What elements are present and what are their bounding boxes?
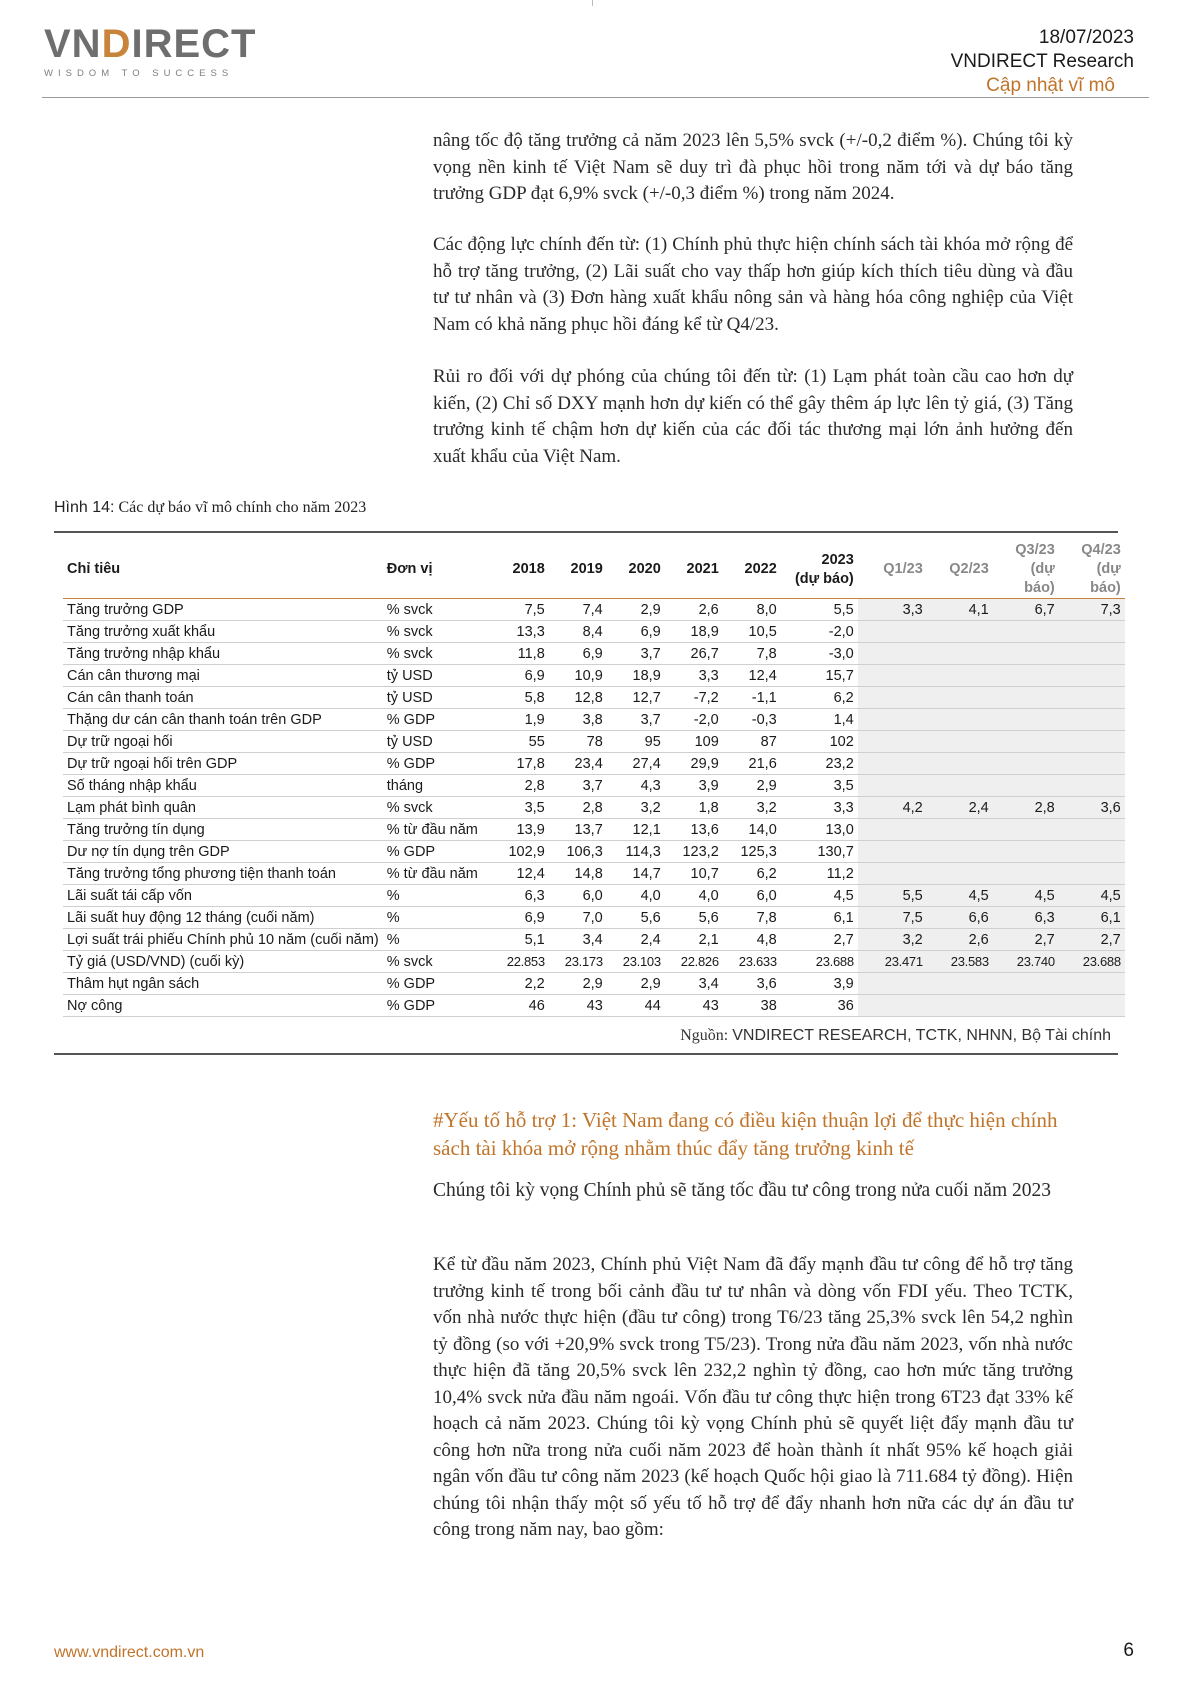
section-subheading: Chúng tôi kỳ vọng Chính phủ sẽ tăng tốc đầu tư công trong nửa cuối năm 2023 xyxy=(433,1180,1051,1201)
row-value: 38 xyxy=(723,995,781,1017)
row-value: 87 xyxy=(723,731,781,753)
row-value: 1,8 xyxy=(665,797,723,819)
table-row xyxy=(63,929,1125,951)
row-value xyxy=(1059,709,1125,731)
row-value: 11,8 xyxy=(491,643,549,665)
page-number: 6 xyxy=(1123,1640,1134,1661)
report-publisher: VNDIRECT Research xyxy=(950,51,1134,72)
row-value: 2,6 xyxy=(927,929,993,951)
row-value: 2,6 xyxy=(665,599,723,621)
row-value: 18,9 xyxy=(607,665,665,687)
col-header-q2: Q2/23 xyxy=(949,561,989,577)
row-value xyxy=(858,819,927,841)
row-value: 46 xyxy=(491,995,549,1017)
row-value xyxy=(1059,687,1125,709)
row-value: -1,1 xyxy=(723,687,781,709)
row-value: 7,3 xyxy=(1059,599,1125,621)
row-indicator: Lạm phát bình quân xyxy=(63,797,383,819)
row-unit: tỷ USD xyxy=(383,731,491,753)
logo-tagline: WISDOM TO SUCCESS xyxy=(44,68,234,79)
table-row xyxy=(63,753,1125,775)
row-value xyxy=(858,643,927,665)
row-value: 130,7 xyxy=(781,841,858,863)
row-unit: % svck xyxy=(383,797,491,819)
row-value xyxy=(1059,665,1125,687)
row-value: 13,3 xyxy=(491,621,549,643)
row-value: 3,9 xyxy=(781,973,858,995)
row-value xyxy=(1059,621,1125,643)
col-header-2019: 2019 xyxy=(570,561,603,577)
paragraph-forecast: nâng tốc độ tăng trưởng cả năm 2023 lên 5,5% svck (+/-0,2 điểm %). Chúng tôi kỳ vọng nền kinh tế Việt Nam sẽ duy trì đà phục hồi trong năm tới và dự báo tăng trưởng GDP đạt 6,9% svck (+/-0,3 điểm %) trong năm 2024. xyxy=(433,130,1073,204)
row-value: 6,9 xyxy=(549,643,607,665)
row-unit: % từ đầu năm xyxy=(383,863,491,885)
section-heading: #Yếu tố hỗ trợ 1: Việt Nam đang có điều kiện thuận lợi để thực hiện chính sách tài khóa mở rộng nhằm thúc đẩy tăng trưởng kinh tế xyxy=(433,1108,1058,1160)
row-value: 6,2 xyxy=(781,687,858,709)
row-indicator: Cán cân thanh toán xyxy=(63,687,383,709)
row-value: 6,6 xyxy=(927,907,993,929)
row-value: 18,9 xyxy=(665,621,723,643)
row-value: 5,5 xyxy=(781,599,858,621)
table-row xyxy=(63,665,1125,687)
table-row xyxy=(63,863,1125,885)
row-value xyxy=(993,621,1059,643)
row-value xyxy=(1059,863,1125,885)
row-value xyxy=(993,665,1059,687)
row-unit: tháng xyxy=(383,775,491,797)
report-header xyxy=(951,26,1134,98)
row-indicator: Tăng trưởng GDP xyxy=(63,599,383,621)
row-value: 23.633 xyxy=(723,951,781,973)
row-value: 12,4 xyxy=(723,665,781,687)
row-value: 3,7 xyxy=(607,709,665,731)
row-value: 6,0 xyxy=(723,885,781,907)
table-row xyxy=(63,709,1125,731)
row-value: 10,7 xyxy=(665,863,723,885)
row-value xyxy=(858,731,927,753)
row-value: 3,4 xyxy=(549,929,607,951)
row-value xyxy=(1059,973,1125,995)
col-header-indicator: Chỉ tiêu xyxy=(67,561,121,577)
row-value: 6,9 xyxy=(607,621,665,643)
row-value: 2,8 xyxy=(549,797,607,819)
table-row xyxy=(63,731,1125,753)
row-value: 3,7 xyxy=(607,643,665,665)
vndirect-logo xyxy=(44,22,256,79)
row-value xyxy=(858,973,927,995)
row-value: 6,9 xyxy=(491,665,549,687)
row-value: 4,5 xyxy=(993,885,1059,907)
row-value: 2,9 xyxy=(549,973,607,995)
logo-wordmark: VNDIRECT xyxy=(44,22,257,66)
figure-top-rule xyxy=(54,531,1118,533)
row-value xyxy=(927,731,993,753)
row-value: 23,2 xyxy=(781,753,858,775)
row-value: 2,4 xyxy=(607,929,665,951)
row-value xyxy=(858,709,927,731)
row-value: 2,4 xyxy=(927,797,993,819)
row-value xyxy=(927,665,993,687)
row-unit: % GDP xyxy=(383,753,491,775)
row-indicator: Lợi suất trái phiếu Chính phủ 10 năm (cuối năm) xyxy=(63,929,383,951)
row-value: 4,8 xyxy=(723,929,781,951)
row-value: 5,6 xyxy=(665,907,723,929)
table-row xyxy=(63,819,1125,841)
row-value: 23,4 xyxy=(549,753,607,775)
figure-title: Các dự báo vĩ mô chính cho năm 2023 xyxy=(118,499,367,516)
table-row xyxy=(63,973,1125,995)
row-unit: % svck xyxy=(383,643,491,665)
row-value: 6,3 xyxy=(993,907,1059,929)
row-value xyxy=(993,731,1059,753)
row-value: 13,0 xyxy=(781,819,858,841)
row-indicator: Lãi suất huy động 12 tháng (cuối năm) xyxy=(63,907,383,929)
row-value: 6,1 xyxy=(781,907,858,929)
row-value: 3,7 xyxy=(549,775,607,797)
row-value: 7,5 xyxy=(491,599,549,621)
row-value: 23.740 xyxy=(993,951,1059,973)
row-value: -2,0 xyxy=(665,709,723,731)
row-value: 12,8 xyxy=(549,687,607,709)
table-row xyxy=(63,885,1125,907)
row-unit: % svck xyxy=(383,951,491,973)
row-indicator: Dự trữ ngoại hối xyxy=(63,731,383,753)
row-value: 114,3 xyxy=(607,841,665,863)
row-value xyxy=(1059,995,1125,1017)
row-value: -0,3 xyxy=(723,709,781,731)
table-header-row xyxy=(63,541,1125,599)
row-indicator: Nợ công xyxy=(63,995,383,1017)
row-value: 23.173 xyxy=(549,951,607,973)
row-value: 7,4 xyxy=(549,599,607,621)
row-value: 36 xyxy=(781,995,858,1017)
row-value: 95 xyxy=(607,731,665,753)
row-value: 22.826 xyxy=(665,951,723,973)
row-value: 29,9 xyxy=(665,753,723,775)
row-value: 6,3 xyxy=(491,885,549,907)
row-value: 7,8 xyxy=(723,907,781,929)
row-value xyxy=(927,709,993,731)
page-top-mark xyxy=(592,0,593,6)
row-value: 125,3 xyxy=(723,841,781,863)
row-indicator: Thâm hụt ngân sách xyxy=(63,973,383,995)
row-indicator: Số tháng nhập khẩu xyxy=(63,775,383,797)
row-value xyxy=(993,753,1059,775)
table-row xyxy=(63,775,1125,797)
row-value xyxy=(993,995,1059,1017)
row-value xyxy=(927,621,993,643)
row-unit: % GDP xyxy=(383,973,491,995)
row-value xyxy=(993,863,1059,885)
row-value: 3,2 xyxy=(723,797,781,819)
row-value xyxy=(927,995,993,1017)
row-value: 2,8 xyxy=(993,797,1059,819)
row-value: -3,0 xyxy=(781,643,858,665)
table-row xyxy=(63,687,1125,709)
macro-forecast-table xyxy=(63,541,1125,1017)
row-value: 78 xyxy=(549,731,607,753)
row-value xyxy=(993,709,1059,731)
row-value: 4,2 xyxy=(858,797,927,819)
row-value xyxy=(1059,753,1125,775)
row-value: 2,9 xyxy=(607,599,665,621)
row-value: 2,9 xyxy=(723,775,781,797)
row-value xyxy=(927,973,993,995)
row-value xyxy=(993,775,1059,797)
row-value xyxy=(993,841,1059,863)
row-indicator: Tăng trưởng tín dụng xyxy=(63,819,383,841)
row-value: 2,7 xyxy=(993,929,1059,951)
row-value: 14,8 xyxy=(549,863,607,885)
row-value: 2,7 xyxy=(1059,929,1125,951)
row-value: 3,6 xyxy=(723,973,781,995)
figure-bottom-rule xyxy=(54,1053,1118,1055)
row-value xyxy=(927,753,993,775)
table-row xyxy=(63,995,1125,1017)
row-value: 3,5 xyxy=(491,797,549,819)
row-value: 14,0 xyxy=(723,819,781,841)
row-value: 44 xyxy=(607,995,665,1017)
row-value: 106,3 xyxy=(549,841,607,863)
row-value: 109 xyxy=(665,731,723,753)
row-indicator: Tăng trưởng nhập khẩu xyxy=(63,643,383,665)
row-value xyxy=(858,775,927,797)
figure-label: Hình 14: xyxy=(54,499,115,516)
header-divider xyxy=(42,97,1149,98)
row-unit: % xyxy=(383,929,491,951)
row-value xyxy=(993,973,1059,995)
row-unit: % svck xyxy=(383,621,491,643)
row-value: 15,7 xyxy=(781,665,858,687)
row-value: 3,3 xyxy=(665,665,723,687)
row-unit: % GDP xyxy=(383,995,491,1017)
row-value xyxy=(927,643,993,665)
row-indicator: Thặng dư cán cân thanh toán trên GDP xyxy=(63,709,383,731)
row-value: 7,5 xyxy=(858,907,927,929)
row-value: 2,2 xyxy=(491,973,549,995)
row-value: 1,4 xyxy=(781,709,858,731)
row-indicator: Tăng trưởng xuất khẩu xyxy=(63,621,383,643)
row-value xyxy=(858,995,927,1017)
table-row xyxy=(63,951,1125,973)
row-value: 2,9 xyxy=(607,973,665,995)
row-value xyxy=(927,687,993,709)
row-value: 4,5 xyxy=(781,885,858,907)
row-value: 4,0 xyxy=(665,885,723,907)
row-value: 5,5 xyxy=(858,885,927,907)
row-value: 3,8 xyxy=(549,709,607,731)
row-value: 3,4 xyxy=(665,973,723,995)
col-header-2021: 2021 xyxy=(686,561,719,577)
row-unit: % xyxy=(383,907,491,929)
row-value xyxy=(993,643,1059,665)
row-value: 13,7 xyxy=(549,819,607,841)
row-value: 10,5 xyxy=(723,621,781,643)
table-row xyxy=(63,797,1125,819)
row-unit: % từ đầu năm xyxy=(383,819,491,841)
source-text: VNDIRECT RESEARCH, TCTK, NHNN, Bộ Tài chính xyxy=(732,1027,1111,1044)
row-value: 5,1 xyxy=(491,929,549,951)
report-section: Cập nhật vĩ mô xyxy=(986,75,1115,96)
row-value: 23.471 xyxy=(858,951,927,973)
footer-website-link[interactable]: www.vndirect.com.vn xyxy=(54,1644,205,1661)
row-value: 3,2 xyxy=(858,929,927,951)
row-value xyxy=(858,687,927,709)
row-value: 55 xyxy=(491,731,549,753)
row-value: 6,0 xyxy=(549,885,607,907)
row-value: 4,0 xyxy=(607,885,665,907)
col-header-q3: Q3/23 (dự báo) xyxy=(1015,542,1055,596)
report-date: 18/07/2023 xyxy=(1038,27,1134,48)
row-value: 2,7 xyxy=(781,929,858,951)
row-value: 8,0 xyxy=(723,599,781,621)
row-value: 43 xyxy=(549,995,607,1017)
row-value: 10,9 xyxy=(549,665,607,687)
table-row xyxy=(63,621,1125,643)
row-indicator: Cán cân thương mại xyxy=(63,665,383,687)
row-unit: tỷ USD xyxy=(383,687,491,709)
row-value: 1,9 xyxy=(491,709,549,731)
row-value: 3,6 xyxy=(1059,797,1125,819)
row-value: 17,8 xyxy=(491,753,549,775)
row-value: 8,4 xyxy=(549,621,607,643)
row-value: 4,1 xyxy=(927,599,993,621)
row-value: 7,8 xyxy=(723,643,781,665)
row-value xyxy=(927,863,993,885)
row-value xyxy=(927,775,993,797)
row-value xyxy=(1059,841,1125,863)
col-header-unit: Đơn vị xyxy=(386,561,433,577)
figure-caption xyxy=(54,499,366,517)
row-value xyxy=(858,841,927,863)
row-value: 123,2 xyxy=(665,841,723,863)
row-value: 11,2 xyxy=(781,863,858,885)
row-value: -2,0 xyxy=(781,621,858,643)
paragraph-public-investment: Kể từ đầu năm 2023, Chính phủ Việt Nam đã đẩy mạnh đầu tư công để hỗ trợ tăng trưởng kinh tế trong bối cảnh đầu tư tư nhân và dòng vốn FDI yếu. Theo TCTK, vốn nhà nước thực hiện (đầu tư công) trong T6/23 tăng 25,3% svck lên 54,2 nghìn tỷ đồng (so với +20,9% svck trong T5/23). Trong nửa đầu năm 2023, vốn nhà nước thực hiện đã tăng 20,5% svck lên 232,2 nghìn tỷ đồng, cao hơn mức tăng trưởng 10,4% svck nửa đầu năm ngoái. Vốn đầu tư công thực hiện trong 6T23 đạt 33% kế hoạch cả năm 2023. Chúng tôi kỳ vọng Chính phủ sẽ quyết liệt đẩy mạnh đầu tư công hơn nữa trong nửa cuối năm 2023 để hoàn thành ít nhất 95% kế hoạch giải ngân vốn đầu tư công năm 2023 (kế hoạch Quốc hội giao là 711.684 tỷ đồng). Hiện chúng tôi nhận thấy một số yếu tố hỗ trợ để đẩy nhanh hơn nữa các dự án đầu tư công trong năm nay, bao gồm: xyxy=(433,1254,1073,1540)
row-value: 6,2 xyxy=(723,863,781,885)
col-header-q4: Q4/23 (dự báo) xyxy=(1081,542,1121,596)
row-value: 43 xyxy=(665,995,723,1017)
row-value: 2,8 xyxy=(491,775,549,797)
row-value xyxy=(993,819,1059,841)
row-value: 27,4 xyxy=(607,753,665,775)
row-value: 23.103 xyxy=(607,951,665,973)
row-value: 23.688 xyxy=(1059,951,1125,973)
row-value: 21,6 xyxy=(723,753,781,775)
row-value: 3,3 xyxy=(858,599,927,621)
col-header-q1: Q1/23 xyxy=(883,561,923,577)
row-value: 12,1 xyxy=(607,819,665,841)
row-value xyxy=(993,687,1059,709)
row-value: 3,3 xyxy=(781,797,858,819)
row-unit: % GDP xyxy=(383,841,491,863)
row-value xyxy=(858,753,927,775)
row-value: 6,9 xyxy=(491,907,549,929)
row-unit: tỷ USD xyxy=(383,665,491,687)
row-indicator: Dự trữ ngoại hối trên GDP xyxy=(63,753,383,775)
row-value xyxy=(858,863,927,885)
row-value: 7,0 xyxy=(549,907,607,929)
row-value: 5,8 xyxy=(491,687,549,709)
col-header-2020: 2020 xyxy=(628,561,661,577)
row-unit: % svck xyxy=(383,599,491,621)
row-value: 23.583 xyxy=(927,951,993,973)
row-value: 13,6 xyxy=(665,819,723,841)
source-label: Nguồn: xyxy=(680,1027,729,1044)
row-value: 102,9 xyxy=(491,841,549,863)
row-value: 26,7 xyxy=(665,643,723,665)
paragraph-risks: Rủi ro đối với dự phóng của chúng tôi đến từ: (1) Lạm phát toàn cầu cao hơn dự kiến, (2) Chỉ số DXY mạnh hơn dự kiến có thể gây thêm áp lực lên tỷ giá, (3) Tăng trưởng kinh tế chậm hơn dự kiến của các đối tác thương mại lớn ảnh hưởng đến xuất khẩu của Việt Nam. xyxy=(433,366,1073,467)
table-row xyxy=(63,599,1125,621)
row-value xyxy=(927,841,993,863)
row-unit: % xyxy=(383,885,491,907)
row-value: 6,1 xyxy=(1059,907,1125,929)
row-value: 4,5 xyxy=(1059,885,1125,907)
row-value: 5,6 xyxy=(607,907,665,929)
figure-source xyxy=(680,1027,1111,1045)
col-header-2018: 2018 xyxy=(512,561,545,577)
table-row xyxy=(63,841,1125,863)
paragraph-drivers: Các động lực chính đến từ: (1) Chính phủ thực hiện chính sách tài khóa mở rộng để hỗ trợ tăng trưởng, (2) Lãi suất cho vay thấp hơn giúp kích thích tiêu dùng và đầu tư tư nhân và (3) Đơn hàng xuất khẩu nông sản và hàng hóa công nghiệp của Việt Nam có khả năng phục hồi đáng kể từ Q4/23. xyxy=(433,234,1073,335)
table-row xyxy=(63,907,1125,929)
row-indicator: Tỷ giá (USD/VND) (cuối kỳ) xyxy=(63,951,383,973)
row-value xyxy=(1059,731,1125,753)
row-value xyxy=(927,819,993,841)
row-value: 13,9 xyxy=(491,819,549,841)
row-value: 6,7 xyxy=(993,599,1059,621)
row-value: 23.688 xyxy=(781,951,858,973)
col-header-2023f: 2023 (dự báo) xyxy=(794,551,854,587)
row-indicator: Dư nợ tín dụng trên GDP xyxy=(63,841,383,863)
row-value xyxy=(1059,775,1125,797)
row-indicator: Tăng trưởng tổng phương tiện thanh toán xyxy=(63,863,383,885)
row-value: 4,5 xyxy=(927,885,993,907)
row-indicator: Lãi suất tái cấp vốn xyxy=(63,885,383,907)
row-value: 3,2 xyxy=(607,797,665,819)
row-value: 22.853 xyxy=(491,951,549,973)
row-value: 4,3 xyxy=(607,775,665,797)
row-value: 102 xyxy=(781,731,858,753)
row-value: 12,7 xyxy=(607,687,665,709)
row-value xyxy=(858,621,927,643)
row-value xyxy=(1059,643,1125,665)
col-header-2022: 2022 xyxy=(744,561,777,577)
row-value: 3,5 xyxy=(781,775,858,797)
table-row xyxy=(63,643,1125,665)
row-value: 12,4 xyxy=(491,863,549,885)
row-unit: % GDP xyxy=(383,709,491,731)
row-value xyxy=(858,665,927,687)
row-value: -7,2 xyxy=(665,687,723,709)
row-value xyxy=(1059,819,1125,841)
row-value: 2,1 xyxy=(665,929,723,951)
row-value: 3,9 xyxy=(665,775,723,797)
row-value: 14,7 xyxy=(607,863,665,885)
